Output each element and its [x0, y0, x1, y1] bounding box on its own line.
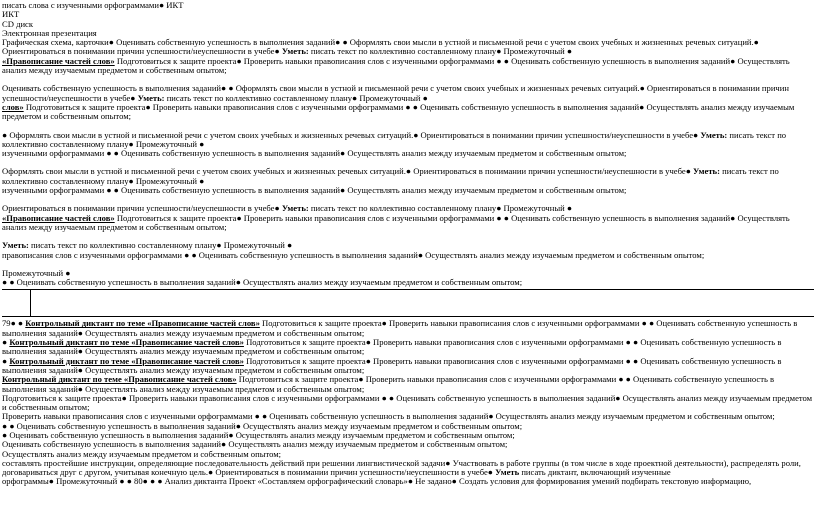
- lesson-title: Контрольный диктант по теме «Правописание частей слов»: [9, 355, 244, 366]
- table-cell-text: [2, 375, 814, 394]
- bold-label: Уметь:: [2, 240, 29, 251]
- paragraph: [2, 131, 814, 159]
- paragraph: [2, 38, 814, 75]
- table-cell-text: Осуществлять анализ между изучаемым предметом и собственным опытом;: [2, 448, 282, 459]
- paragraph-text: писать текст по коллективно составленному плану● Промежуточный ●: [2, 166, 779, 186]
- paragraph-text: Оценивать собственную успешность в выполнения заданий● ● Оформлять свои мысли в устной и письменной речи с учетом своих учебных и жизненных речевых ситуаций.● Ориентироваться в понимании причин успешности/неуспешности в учебе●: [2, 83, 789, 103]
- table-cell-divider: [30, 290, 31, 316]
- lesson-title: Контрольный диктант по теме «Правописание частей слов»: [9, 337, 244, 348]
- paragraph-text: ●: [2, 355, 10, 366]
- bold-label: Уметь:: [693, 166, 720, 177]
- table-cell-text: [2, 459, 814, 478]
- lesson-title: Контрольный диктант по теме «Правописание частей слов»: [2, 374, 237, 385]
- paragraph-text: ●: [2, 337, 10, 348]
- underlined-title: «Правописание частей слов»: [2, 212, 115, 223]
- paragraph-text: писать диктант, включающий изученные: [519, 467, 671, 478]
- table-cell-text: ● Оценивать собственную успешность в выполнения заданий● Осуществлять анализ между изучаемым предметом и собственным опытом;: [2, 429, 515, 440]
- row-number: 79: [2, 318, 11, 329]
- paragraph-text: правописания слов с изученными орфограммами ● ● Оценивать собственную успешность в выполнения заданий● Осуществлять анализ между изучаемым предметом и собственным опытом;: [2, 249, 705, 260]
- bold-label: Уметь:: [137, 92, 165, 103]
- underlined-title: «Правописание частей слов»: [2, 55, 115, 66]
- bold-label: Уметь:: [281, 203, 309, 214]
- paragraph-text: изученными орфограммами ● ● Оценивать собственную успешность в выполнения заданий● Осуществлять анализ между изучаемым предметом и собственным опытом;: [2, 148, 627, 159]
- paragraph-text: Ориентироваться в понимании причин успешности/неуспешности в учебе●: [2, 203, 282, 214]
- paragraph-text: писать текст по коллективно составленному плану● Промежуточный ●: [308, 203, 573, 214]
- bold-label: Уметь:: [281, 46, 309, 57]
- underlined-title: слов»: [2, 101, 24, 112]
- paragraph: [2, 167, 814, 195]
- table-cell-text: Подготовиться к защите проекта● Проверить навыки правописания слов с изученными орфограммами ● ● Оценивать собственную успешность в выполнения заданий● Осуществлять анализ между изучаемым предметом и собственным опытом;: [2, 392, 813, 413]
- paragraph-text: писать текст по коллективно составленному плану● Промежуточный ●: [164, 92, 428, 103]
- table-cell-text: [2, 357, 814, 376]
- bold-label: Уметь:: [700, 129, 728, 140]
- paragraph: [2, 269, 814, 288]
- text-line: Электронная презентация: [2, 27, 97, 38]
- paragraph: [2, 204, 814, 232]
- paragraph-text: ● ● Оценивать собственную успешность в выполнения заданий● Осуществлять анализ между изучаемым предметом и собственным опытом;: [2, 277, 523, 288]
- paragraph-text: Подготовиться к защите проекта● Проверить навыки правописания слов с изученными орфограммами ● ● Оценивать собственную успешность в выполнения заданий● Осуществлять анализ между изучаемым предметом и собственным опытом;: [2, 55, 790, 76]
- paragraph: [2, 84, 814, 121]
- paragraph-text: ● Оформлять свои мысли в устной и письменной речи с учетом своих учебных и жизненных речевых ситуаций.● Ориентироваться в понимании причин успешности/неуспешности в учебе●: [2, 129, 701, 140]
- bold-label: Уметь: [495, 467, 520, 478]
- table-cell-text: [2, 319, 814, 338]
- paragraph-text: Подготовиться к защите проекта● Проверить навыки правописания слов с изученными орфограммами ● ● Оценивать собственную успешность в выполнения заданий● Осуществлять анализ между изучаемым предметом и собственным опытом;: [2, 101, 795, 122]
- text-line: CD диск: [2, 18, 34, 29]
- paragraph-text: писать текст по коллективно составленному плану● Промежуточный ●: [308, 46, 573, 57]
- table-row-empty: [2, 289, 814, 317]
- paragraph-text: изученными орфограммами ● ● Оценивать собственную успешность в выполнения заданий● Осуществлять анализ между изучаемым предметом и собственным опытом;: [2, 185, 627, 196]
- paragraph-text: Графическая схема, карточки● Оценивать собственную успешность в выполнения заданий● ● Оформлять свои мысли в устной и письменной речи с учетом своих учебных и жизненных речевых ситуаций.● Ориентироваться в понимании причин успешности/неуспешности в учебе●: [2, 37, 759, 57]
- table-cell-text: [2, 338, 814, 357]
- paragraph-text: Подготовиться к защите проекта● Проверить навыки правописания слов с изученными орфограммами ● ● Оценивать собственную успешность в выполнения заданий● Осуществлять анализ между изучаемым предметом и собственным опытом;: [2, 212, 790, 232]
- table-cell-text: Оценивать собственную успешность в выполнения заданий● Осуществлять анализ между изучаемым предметом и собственным опытом;: [2, 439, 508, 450]
- table-cell-text: ● ● Оценивать собственную успешность в выполнения заданий● Осуществлять анализ между изучаемым предметом и собственным опытом;: [2, 420, 523, 431]
- paragraph-text: Промежуточный ●: [2, 267, 71, 278]
- text-line: писать слова с изученными орфограммами● ИКТ: [2, 0, 184, 10]
- table-cell-text: орфограммы● Промежуточный ● ● 80● ● ● Анализ диктанта Проект «Составляем орфографический словарь»● Не задано● Создать условия для формирования умений подбирать текстовую информацию,: [2, 476, 752, 487]
- paragraph: [2, 241, 814, 260]
- paragraph-text: составлять простейшие инструкции, определяющие последовательность действий при решении лингвистической задачи● Участвовать в работе группы (в том числе в ходе проектной деятельности), распределять роли, договариваться друг с другом, учитывая конечную цель.● Ориентироваться в понимании причин успешности/неуспешности в учебе●: [2, 457, 801, 478]
- paragraph-text: Подготовиться к защите проекта● Проверить навыки правописания слов с изученными орфограммами ● ● Оценивать собственную успешность в выполнения заданий● Осуществлять анализ между изучаемым предметом и собственным опытом;: [2, 355, 782, 375]
- paragraph-text: писать текст по коллективно составленному плану● Промежуточный ●: [28, 240, 293, 251]
- lesson-title: Контрольный диктант по теме «Правописание частей слов»: [25, 318, 260, 329]
- paragraph-text: Подготовиться к защите проекта● Проверить навыки правописания слов с изученными орфограммами ● ● Оценивать собственную успешность в выполнения заданий● Осуществлять анализ между изучаемым предметом и собственным опытом;: [2, 337, 782, 357]
- paragraph-text: Оформлять свои мысли в устной и письменной речи с учетом своих учебных и жизненных речевых ситуаций.● Ориентироваться в понимании причин успешности/неуспешности в учебе●: [2, 166, 694, 177]
- paragraph-text: ● ●: [10, 318, 26, 329]
- table-cell-text: Проверить навыки правописания слов с изученными орфограммами ● ● Оценивать собственную успешность в выполнения заданий● Осуществлять анализ между изучаемым предметом и собственным опытом;: [2, 411, 775, 422]
- paragraph-text: Подготовиться к защите проекта● Проверить навыки правописания слов с изученными орфограммами ● ● Оценивать собственную успешность в выполнения заданий● Осуществлять анализ между изучаемым предметом и собственным опытом;: [2, 318, 798, 338]
- text-line: ИКТ: [2, 9, 20, 20]
- paragraph-text: Подготовиться к защите проекта● Проверить навыки правописания слов с изученными орфограммами ● ● Оценивать собственную успешность в выполнения заданий● Осуществлять анализ между изучаемым предметом и собственным опытом;: [2, 374, 775, 394]
- paragraph-text: писать текст по коллективно составленному плану● Промежуточный ●: [2, 129, 787, 149]
